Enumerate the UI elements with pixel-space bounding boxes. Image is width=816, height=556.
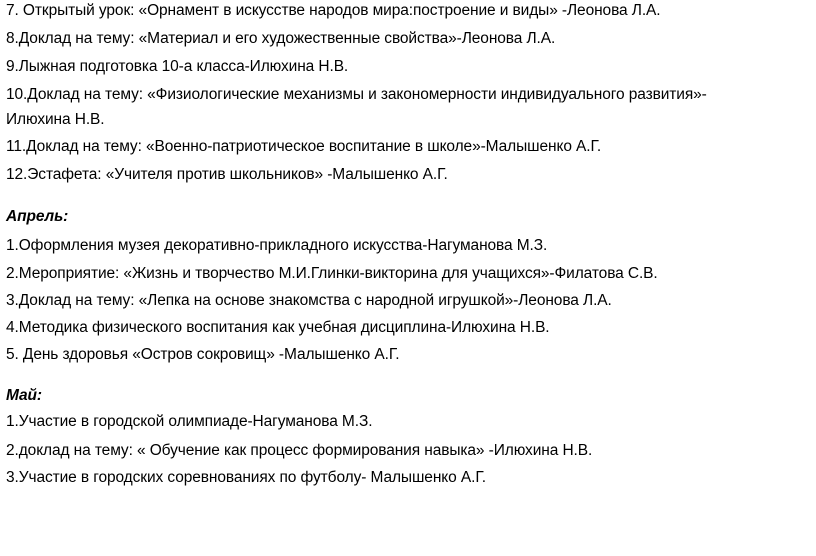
april-heading: Апрель: (6, 208, 69, 225)
april-item-4: 4.Методика физического воспитания как учебная дисциплина-Илюхина Н.В. (6, 319, 550, 336)
march-item-10: 10.Доклад на тему: «Физиологические механизмы и закономерности индивидуального развития»- (6, 86, 707, 103)
march-item-12: 12.Эстафета: «Учителя против школьников» -Малышенко А.Г. (6, 166, 448, 183)
may-item-2: 2.доклад на тему: « Обучение как процесс формирования навыка» -Илюхина Н.В. (6, 442, 593, 459)
may-heading: Май: (6, 387, 42, 404)
march-item-11: 11.Доклад на тему: «Военно-патриотическое воспитание в школе»-Малышенко А.Г. (6, 138, 602, 155)
may-item-3: 3.Участие в городских соревнованиях по футболу- Малышенко А.Г. (6, 469, 486, 486)
april-item-1: 1.Оформления музея декоративно-прикладного искусства-Нагуманова М.З. (6, 237, 548, 254)
march-item-7: 7. Открытый урок: «Орнамент в искусстве народов мира:построение и виды» -Леонова Л.А. (6, 2, 661, 19)
april-item-3: 3.Доклад на тему: «Лепка на основе знакомства с народной игрушкой»-Леонова Л.А. (6, 292, 612, 309)
may-item-1: 1.Участие в городской олимпиаде-Нагуманова М.З. (6, 413, 373, 430)
march-item-9: 9.Лыжная подготовка 10-а класса-Илюхина Н.В. (6, 58, 349, 75)
march-item-10-continued: Илюхина Н.В. (6, 111, 105, 128)
april-item-5: 5. День здоровья «Остров сокровищ» -Малышенко А.Г. (6, 346, 400, 363)
april-item-2: 2.Мероприятие: «Жизнь и творчество М.И.Глинки-викторина для учащихся»-Филатова С.В. (6, 265, 658, 282)
march-item-8: 8.Доклад на тему: «Материал и его художественные свойства»-Леонова Л.А. (6, 30, 556, 47)
